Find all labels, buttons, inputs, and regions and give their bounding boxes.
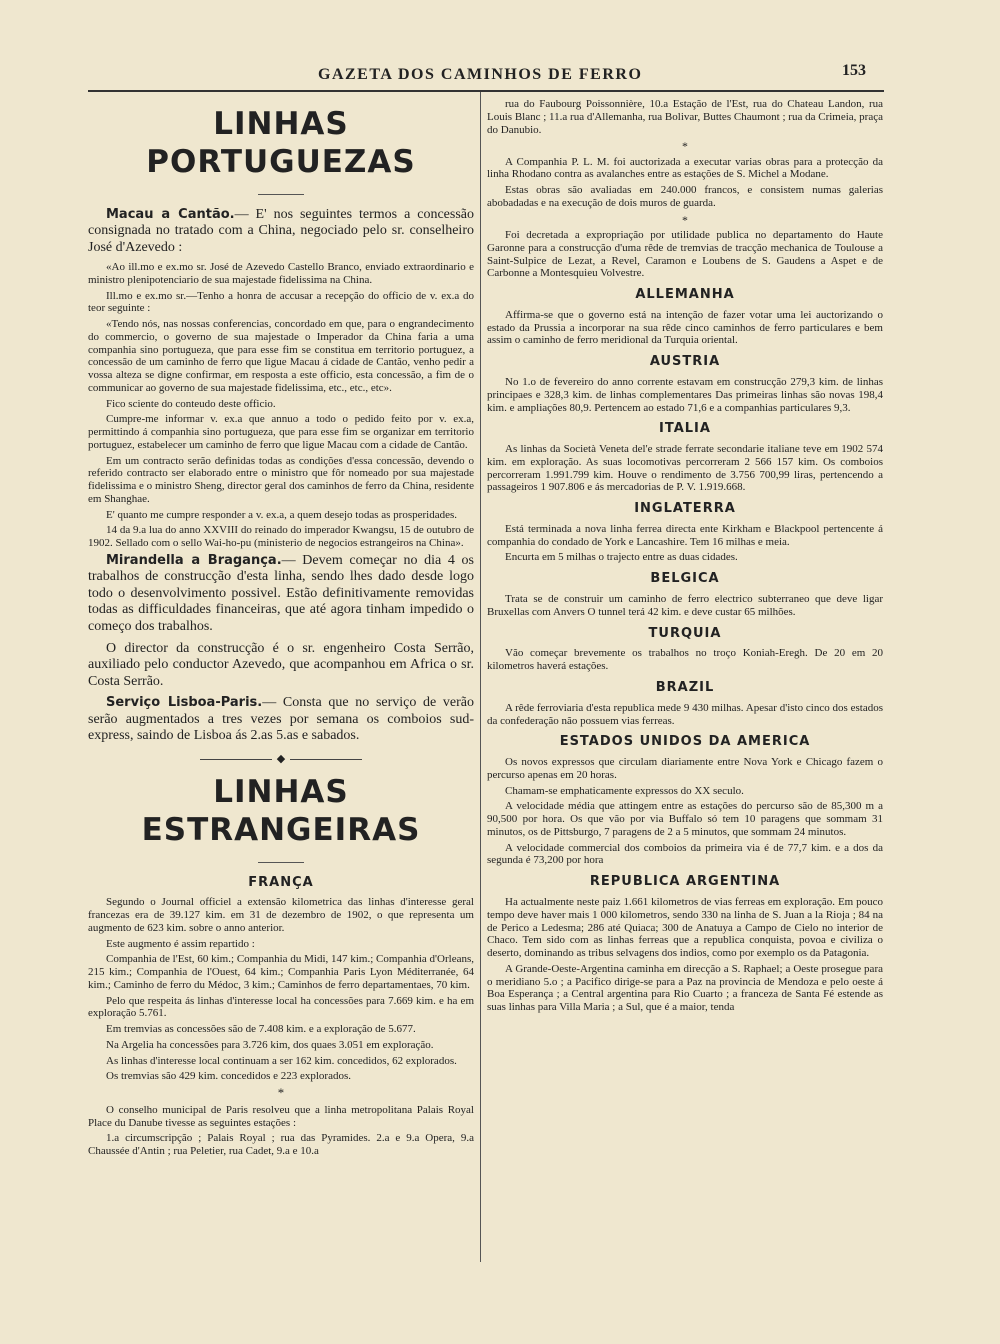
macau-intro-text: — E' nos seguintes termos a concessão consignada no tratado com a China, negociado pelo sr. conselheiro José d'Azevedo : — [88, 206, 474, 255]
country-heading-england: INGLATERRA — [634, 501, 736, 517]
france-paragraph: Segundo o Journal officiel a extensão kilometrica das linhas d'interesse geral francezas era de 39.127 kim. em 31 de dezembro de 1902, o que representa um augmento de 623 kim. sobre o anno anterior. — [88, 896, 474, 934]
separator-star: * — [682, 139, 688, 154]
left-column — [88, 98, 474, 1161]
country-heading-brazil: BRAZIL — [655, 679, 715, 695]
argentina-paragraph: A Grande-Oeste-Argentina caminha em direcção a S. Raphael; a Oeste prosegue para o meridiano 5.o ; a Pacifico dirige-se para a Paz na provincia de Mendoza e pelo oeste á Boa Esperança ; a Central argentina para Rio Cuarto ; a franceza de Santa Fé estende as suas linhas para Villa Maria ; a Sul, que é a maior, tenda — [487, 962, 883, 1014]
macau-letter — [88, 261, 474, 550]
france-paragraph: Este augmento é assim repartido : — [106, 937, 255, 950]
right-column — [487, 98, 883, 1017]
page-header — [88, 62, 884, 92]
header-rule — [88, 90, 884, 92]
service-article — [88, 695, 474, 745]
separator-star: * — [682, 212, 688, 227]
column-divider — [480, 92, 481, 1262]
austria-paragraph: No 1.o de fevereiro do anno corrente estavam em construcção 279,3 kim. de linhas principaes e 328,3 kim. de linhas complementares Das primeiras linhas são novas 198,4 kim. e ampliações 80,9. Pertencem ao estado 71,6 e a companhias particulares 9,3. — [487, 376, 883, 414]
england-paragraph: Encurta em 5 milhas o trajecto entre as duas cidades. — [505, 551, 738, 564]
france-paragraph: As linhas d'interesse local continuam a ser 162 kim. concedidos, 62 explorados. — [106, 1054, 457, 1067]
works-paragraph: Estas obras são avaliadas em 240.000 francos, e consistem numas galerias abobadadas e na execução de dois muros de guarda. — [487, 184, 883, 209]
united-states-paragraph: Chamam-se emphaticamente expressos do XX seculo. — [505, 784, 744, 797]
country-heading-argentina: REPUBLICA ARGENTINA — [589, 874, 781, 890]
mirandella-text: — Devem começar no dia 4 os trabalhos de construcção d'esta linha, sendo lhes dado desde logo todo o desenvolvimento possivel. Estão definitivamente removidas todas as difficuldades financeiras, que até agora tinham impedido o começo dos trabalhos. — [88, 552, 474, 634]
macau-title: Macau a Cantão. — [106, 206, 235, 222]
short-rule — [258, 194, 304, 195]
france-paragraph: Os tremvias são 429 kim. concedidos e 223 explorados. — [106, 1070, 352, 1083]
belgium-paragraph: Trata se de construir um caminho de ferro electrico subterraneo que deve ligar Bruxellas com Anvers O tunnel terá 42 kim. e deve custar 65 milhões. — [487, 593, 883, 618]
ornament-line — [200, 759, 272, 760]
section-ornament: ◆ — [88, 753, 474, 766]
country-heading-italy: ITALIA — [659, 421, 711, 437]
argentina-paragraph: Ha actualmente neste paiz 1.661 kilometros de vias ferreas em exploração. Em pouco tempo deve haver mais 1 000 kilometros, sendo 330 na linha de S. Juan a la Rioja ; 84 na de Perico a Ledesma; 286 até Quiaca; 300 de Anatuya a Campo de Cielo no interior de Chaco. Tem sido com as linhas ferreas que a republica conquista, povoa e civiliza o deserto, dominando as tribus selvagens dos indios, como por exemplo os da Patagonia. — [487, 896, 883, 960]
france-paragraph: Em tremvias as concessões são de 7.408 kim. e a exploração de 5.677. — [106, 1023, 416, 1036]
country-heading-germany: ALLEMANHA — [635, 287, 735, 303]
macau-paragraph: Cumpre-me informar v. ex.a que annuo a todo o pedido feito por v. ex.a, permittindo á companhia sino portugueza, que para esse fim se organizar em territorio portuguez, estabelecer um caminho de ferro que ligue Macau com a cidade de Cantão. — [88, 413, 474, 451]
country-heading-belgium: BELGICA — [650, 571, 720, 587]
macau-paragraph: Ill.mo e ex.mo sr.—Tenho a honra de accusar a recepção do officio de v. ex.a do teor seguinte : — [88, 289, 474, 315]
macau-article-intro — [88, 207, 474, 257]
france-article — [88, 896, 474, 1157]
running-title: GAZETA DOS CAMINHOS DE FERRO — [318, 66, 643, 83]
macau-paragraph: E' quanto me cumpre responder a v. ex.a, a quem desejo todas as prosperidades. — [106, 508, 458, 521]
germany-paragraph: Affirma-se que o governo está na intenção de fazer votar uma lei auctorizando o estado da Prussia a incorporar na sua rêde cinco caminhos de ferro particulares e bem assim o caminho de ferro meridional da Turquia oriental. — [487, 308, 883, 347]
mirandella-article — [88, 553, 474, 636]
country-heading-austria: AUSTRIA — [649, 354, 721, 370]
paris-paragraph: O conselho municipal de Paris resolveu que a linha metropolitana Palais Royal Place du Danube tivesse as seguintes estações : — [88, 1103, 474, 1129]
mirandella-title: Mirandella a Bragança. — [106, 552, 282, 568]
country-heading-france: FRANÇA — [248, 874, 314, 890]
section-title-foreign-lines: LINHAS ESTRANGEIRAS — [141, 774, 421, 848]
separator-star: * — [277, 1086, 285, 1101]
macau-paragraph: 14 da 9.a lua do anno XXVIII do reinado do imperador Kwangsu, 15 de outubro de 1902. Sellado com o sello Wai-ho-pu (ministerio de negocios estrangeiros na China». — [88, 524, 474, 550]
france-paragraph: Pelo que respeita ás linhas d'interesse local ha concessões para 7.669 kim. e ha em exploração 5.761. — [88, 994, 474, 1020]
united-states-paragraph: A velocidade média que attingem entre as estações do percurso são de 85,300 m a 90,500 por hora. Os que vão por via Buffalo só tem 10 paragens que sommam 31 minutos, os de Pittsburgo, 7 paragens de 2 a 5 minutos, que sommam 24 minutos. — [487, 800, 883, 838]
expropriation-paragraph: Foi decretada a expropriação por utilidade publica no departamento do Haute Garonne para a construcção d'uma rêde de tremvias de tracção mechanica de Toulouse a Saint-Sulpice de Lezat, a Revel, Caramon e Loubens de S. Gaudens a Aspet e de Carbonne a Montesquieu Volvestre. — [487, 229, 883, 280]
service-title: Serviço Lisboa-Paris. — [106, 695, 263, 711]
united-states-paragraph: Os novos expressos que circulam diariamente entre Nova York e Chicago fazem o percurso apenas em 20 horas. — [487, 756, 883, 781]
france-paragraph: Na Argelia ha concessões para 3.726 kim, dos quaes 3.051 em exploração. — [106, 1038, 434, 1051]
england-paragraph: Está terminada a nova linha ferrea directa ente Kirkham e Blackpool pertencente á companhia do condado de York e Lancashire. Tem 16 milhas e meia. — [487, 522, 883, 548]
macau-paragraph: Fico sciente do conteudo deste officio. — [106, 397, 276, 410]
ornament-line — [290, 759, 362, 760]
short-rule — [258, 862, 304, 863]
paris-stations-continued: rua do Faubourg Poissonnière, 10.a Estação de l'Est, rua do Chateau Landon, rua Louis Blanc ; 11.a rua d'Allemanha, rua Bolivar, Buttes Chaumont ; rua da Crimeia, praça do Danubio. — [487, 98, 883, 136]
macau-paragraph: «Tendo nós, nas nossas conferencias, concordado em que, para o engrandecimento do commercio, o governo de sua majestade o Imperador da China faria a uma companhia sino portugueza, que para esse fim se constitua em territorio portuguez, a concessão de um caminho de ferro que ligue Macau á cidade de Cantão, venho pedir a vossa alteza se digne confirmar, em resposta a este officio, esta concessão, a fim de o communicar ao governo de sua majestade fidelissima, etc., etc., etc». — [88, 318, 474, 394]
service-text: — Consta que no serviço de verão serão augmentados a tres vezes por semana os comboios sud-express, saindo de Lisboa ás 2.as 5.as e sabados. — [88, 695, 474, 744]
plm-paragraph: A Companhia P. L. M. foi auctorizada a executar varias obras para a protecção da linha Rhodano contra as avalanches entre as estações de S. Michel a Modane. — [487, 155, 883, 181]
brazil-paragraph: A rêde ferroviaria d'esta republica mede 9 430 milhas. Apesar d'isto cinco dos estados da confederação não possuem vias ferreas. — [487, 701, 883, 727]
italy-paragraph: As linhas da Società Veneta del'e strade ferrate secondarie italiane teve em 1902 574 kim. em exploração. As suas locomotivas percorreram 2 566 157 kim. Os comboios percorreram 1.991.799 kim. Houve o rendimento de 3.756 700,99 liras, pertencendo a passageiros 1 907.806 e ás mercadorias de P. V. 1.919.668. — [487, 443, 883, 494]
united-states-paragraph: A velocidade commercial dos comboios da primeira via é de 77,7 kim. e a dos da segunda é 73,200 por hora — [487, 841, 883, 867]
france-paragraph: Companhia de l'Est, 60 kim.; Companhia du Midi, 147 kim.; Companhia d'Orleans, 215 kim.; Companhia de l'Ouest, 64 kim.; Companhia Paris Lyon Méditerranée, 64 kim.; Caminho de ferro du Médoc, 3 kim.; Caminhos de ferro departamentaes, 70 kim. — [88, 953, 474, 991]
country-heading-turkey: TURQUIA — [648, 625, 722, 641]
section-title-portuguese-lines: LINHAS PORTUGUEZAS — [146, 106, 416, 180]
page-number: 153 — [842, 62, 866, 79]
country-heading-united-states: ESTADOS UNIDOS DA AMERICA — [559, 734, 811, 750]
director-paragraph: O director da construcção é o sr. engenheiro Costa Serrão, auxiliado pelo conductor Azevedo, que acompanhou em Africa o sr. Costa Serrão. — [88, 640, 474, 689]
macau-paragraph: «Ao ill.mo e ex.mo sr. José de Azevedo Castello Branco, enviado extraordinario e ministro plenipotenciario de sua majestade fidelissima na China. — [88, 261, 474, 286]
turkey-paragraph: Vão começar brevemente os trabalhos no troço Koniah-Eregh. De 20 em 20 kilometros haverá estações. — [487, 647, 883, 673]
macau-paragraph: Em um contracto serão definidas todas as condições d'essa concessão, devendo o referido contracto ser elaborado entre o ministro que fôr nomeado por sua majestade fidelissima e o ministro Sheng, director geral dos caminhos de ferro da China, residente em Shanghae. — [88, 454, 474, 505]
paris-stations: 1.a circumscripção ; Palais Royal ; rua das Pyramides. 2.a e 9.a Opera, 9.a Chaussée d'Antin ; rua Peletier, rua Cadet, 9.a e 10.a — [88, 1132, 474, 1158]
